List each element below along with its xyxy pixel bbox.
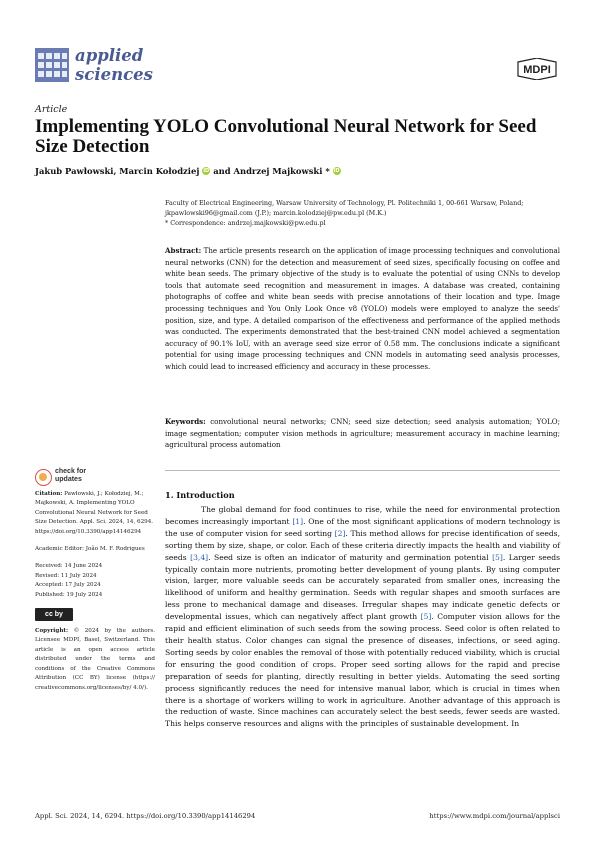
citation-link[interactable]: [1]: [292, 516, 304, 526]
correspondence: * Correspondence: andrzej.majkowski@pw.edu.pl: [165, 219, 326, 227]
section-heading: 1. Introduction: [165, 490, 235, 500]
article-type: Article: [35, 104, 68, 115]
academic-editor: Academic Editor: João M. F. Rodrigues: [35, 546, 145, 553]
intro-text: . One of the most significant applications of modern technology is the use of computer vision for seed sorting: [165, 516, 560, 538]
intro-text: . Seed size is often an indicator of maturity and germination potential: [208, 552, 493, 562]
accepted-date: Accepted: 17 July 2024: [35, 582, 101, 589]
received-date: Received: 14 June 2024: [35, 563, 103, 570]
authors-part1: Jakub Pawłowski, Marcin Kołodziej: [35, 166, 200, 176]
citation-link[interactable]: [5]: [492, 552, 503, 562]
footer-journal-url[interactable]: https://www.mdpi.com/journal/applsci: [429, 812, 560, 820]
orcid-icon[interactable]: iD: [333, 168, 340, 174]
citation: [35, 490, 155, 537]
check-updates-line1: check for: [55, 468, 87, 475]
abstract-text: The article presents research on the application of image processing techniques and convolutional neural networks (CNN) for the detection and measurement of seed sizes, specifically focusing on coffee and white bean seeds. The primary objective of the study is to evaluate the potential of using CNNs to develop tools that automate seed recognition and measurement in images. A database was created, containing photographs of coffee and white bean seeds with precise annotations of their location and type. Image processing techniques and You Only Look Once v8 (YOLO) models were employed to analyze the seeds' position, size, and type. A detailed comparison of the effectiveness and performance of the applied methods was conducted. The experiments demonstrated that the best-trained CNN model achieved a segmentation accuracy of 90.1% IoU, with an average seed size error of 0.58 mm. The conclusions indicate a significant potential for using image processing techniques and CNN models in automating seed analysis processes, which could lead to increased efficiency and accuracy in these processes.: [165, 246, 560, 371]
intro-paragraph: [165, 504, 560, 730]
copyright: [35, 627, 155, 693]
sidebar: [35, 490, 155, 693]
intro-text: . Computer vision allows for the rapid and efficient elimination of such seeds from the sowing process. Seed color is often related to their health status. Color changes can signal the presence of diseases, infections, or seed aging. Sorting seeds by color enables the removal of those with potentially reduced viability, which is crucial for ensuring the good condition of crops. Proper seed sorting allows for the rapid and precise preparation of seeds for planting, directly resulting in better yields. Automating the seed sorting process significantly reduces the need for intensive manual labor, which is crucial in times when there is a shortage of workers willing to work in agriculture. Another advantage of this approach is the reduction of waste. Since machines can accurately select the best seeds, fewer seeds are wasted. This helps conserve resources and aligns with the principles of sustainable development. In: [165, 612, 560, 729]
history: [35, 562, 155, 600]
footer-citation[interactable]: Appl. Sci. 2024, 14, 6294. https://doi.org/10.3390/app14146294: [35, 812, 256, 820]
abstract: [165, 245, 560, 373]
abstract-label: Abstract:: [165, 246, 202, 255]
mdpi-logo: [514, 58, 560, 80]
check-updates-icon: [35, 469, 52, 486]
affiliation-line: Faculty of Electrical Engineering, Warsaw University of Technology, Pl. Politechniki 1, 00-661 Warsaw, Poland;: [165, 199, 524, 207]
keywords: [165, 416, 560, 451]
keywords-label: Keywords:: [165, 417, 206, 426]
author-list: [35, 166, 560, 176]
citation-link[interactable]: [5]: [420, 612, 432, 622]
intro-text: . Larger seeds typically contain more nutrients, promoting better development of young plants. By using computer vision, larger, more valuable seeds can be accurately separated from smaller ones, increasing the likelihood of uniform and healthy germination. Seeds with regular shapes and smooth surfaces are less prone to mechanical damage and diseases. Irregular shapes may indicate genetic defects or developmental issues, which can negatively affect plant growth: [165, 552, 560, 622]
journal-logo-icon: [35, 48, 69, 82]
published-date: Published: 19 July 2024: [35, 591, 103, 598]
journal-name-line1: applied: [75, 46, 144, 65]
citation-link[interactable]: [3,4]: [190, 552, 209, 562]
journal-name-line2: sciences: [75, 65, 153, 84]
authors-part2: and Andrzej Majkowski *: [213, 166, 330, 176]
intro-text: . This method allows for precise identification of seeds, sorting them by size, shape, or color. Each of these criteria directly impacts the health and viability of seeds: [165, 528, 560, 562]
orcid-icon[interactable]: iD: [203, 168, 210, 174]
copyright-label: Copyright:: [35, 628, 69, 635]
publisher-name: MDPI: [523, 64, 551, 76]
paper-title: Implementing YOLO Convolutional Neural Network for Seed Size Detection: [35, 116, 537, 157]
citation-link[interactable]: [2]: [334, 528, 346, 538]
journal-name: [75, 46, 215, 84]
check-updates-line2: updates: [55, 476, 82, 483]
journal-logo: [35, 48, 205, 88]
affiliations: [165, 198, 560, 228]
citation-text: Pawłowski, J.; Kołodziej, M.; Majkowski, A. Implementing YOLO Convolutional Neural Network for Seed Size Detection. Appl. Sci. 2024, 14, 6294. https://doi.org/10.3390/app14146294: [35, 491, 154, 535]
cc-by-license-icon[interactable]: cc by: [35, 608, 73, 621]
intro-text: The global demand for food continues to rise, while the need for environmental protection becomes increasingly important: [165, 505, 560, 526]
revised-date: Revised: 11 July 2024: [35, 572, 97, 579]
check-for-updates-button[interactable]: [35, 468, 105, 490]
divider: [165, 470, 560, 471]
citation-label: Citation:: [35, 491, 63, 497]
affiliation-emails: jkpawlowski96@gmail.com (J.P.); marcin.kolodziej@pw.edu.pl (M.K.): [165, 209, 387, 217]
keywords-text: convolutional neural networks; CNN; seed size detection; seed analysis automation; YOLO; image segmentation; computer vision methods in agriculture; measurement accuracy in machine learning; agricultural process automation: [165, 417, 560, 450]
copyright-text: © 2024 by the authors. Licensee MDPI, Basel, Switzerland. This article is an open access article distributed under the terms and conditions of the Creative Commons Attribution (CC BY) license (https:// creativecommons.org/licenses/by/ 4.0/).: [35, 628, 155, 691]
